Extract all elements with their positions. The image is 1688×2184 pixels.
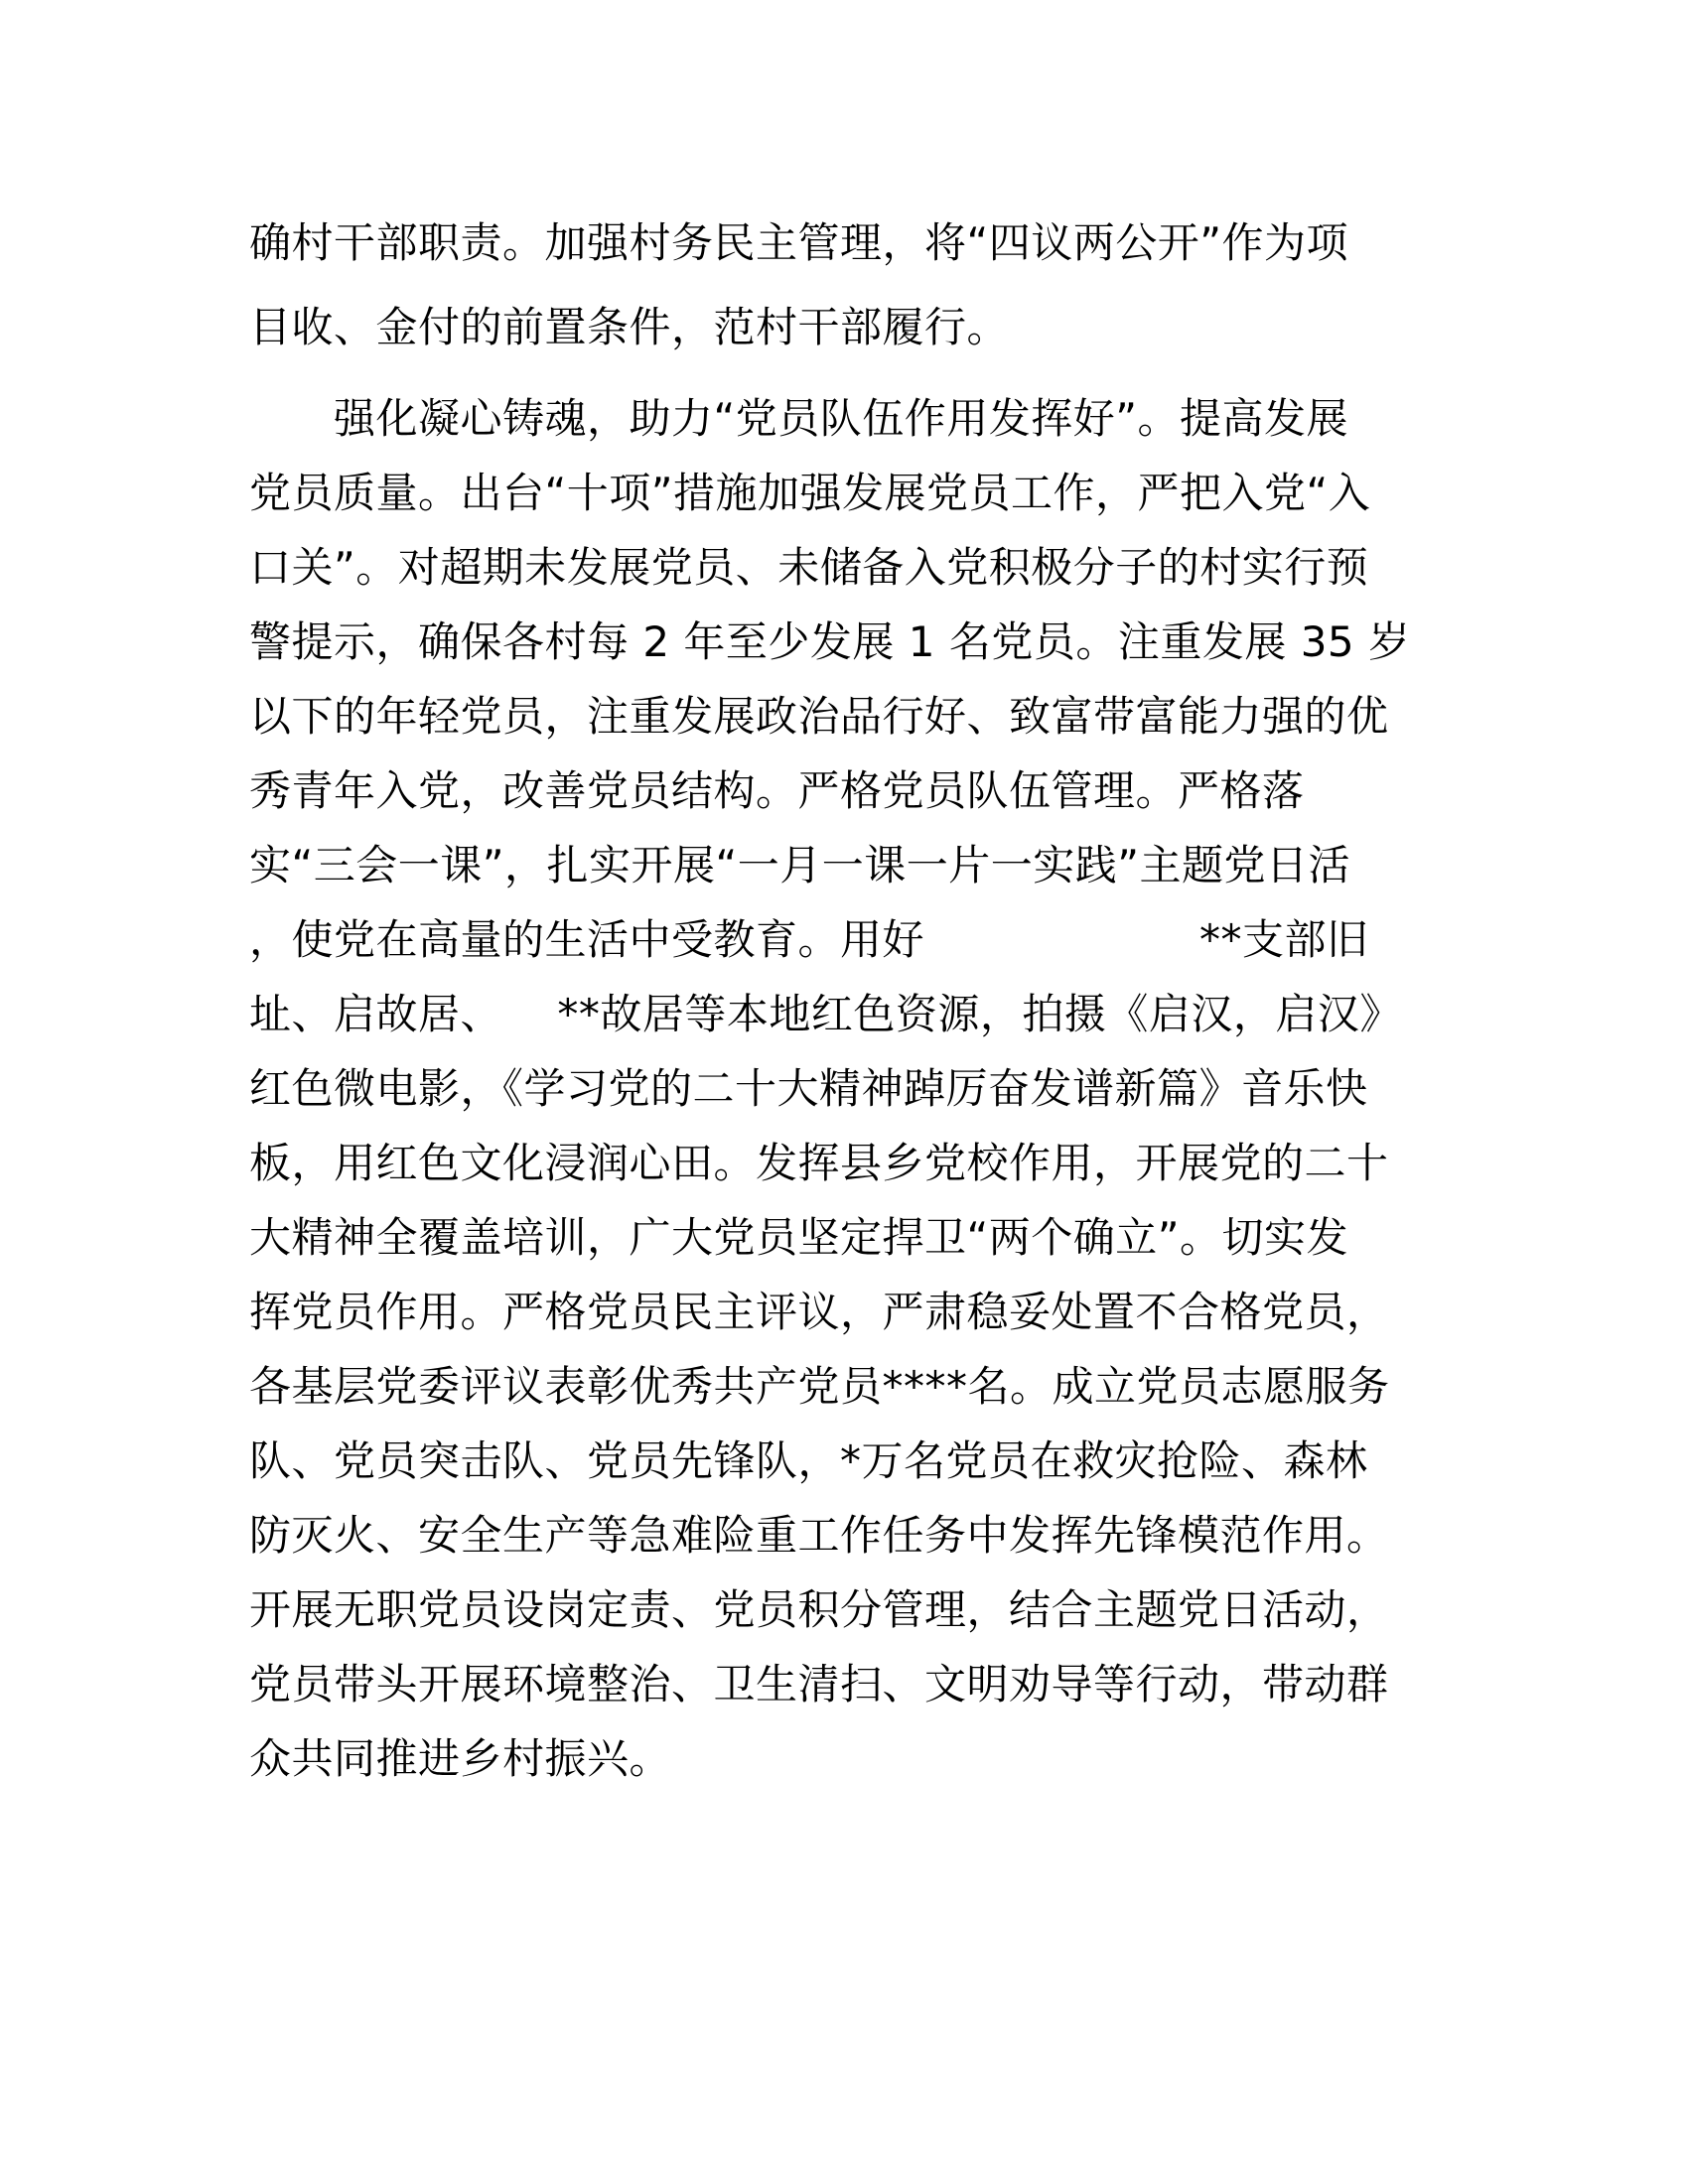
text-line-19: 开展无职党员设岗定责、党员积分管理，结合主题党日活动， bbox=[249, 1585, 1389, 1634]
text-line-7: 以下的年轻党员，注重发展政治品行好、致富带富能力强的优 bbox=[249, 692, 1389, 741]
text-line-17: 队、党员突击队、党员先锋队，*万名党员在救灾抢险、森林 bbox=[249, 1436, 1368, 1485]
text-line-1: 确村干部职责。加强村务民主管理，将“四议两公开”作为项 bbox=[249, 218, 1349, 267]
text-line-14: 大精神全覆盖培训，广大党员坚定捍卫“两个确立”。切实发 bbox=[249, 1213, 1349, 1262]
text-line-16: 各基层党委评议表彰优秀共产党员****名。成立党员志愿服务 bbox=[249, 1362, 1390, 1411]
text-line-5: 口关”。对超期未发展党员、未储备入党积极分子的村实行预 bbox=[249, 543, 1369, 592]
text-line-20: 党员带头开展环境整治、卫生清扫、文明劝导等行动，带动群 bbox=[249, 1660, 1389, 1708]
text-line-10: ，使党在高量的生活中受教育。用好 **支部旧 bbox=[249, 915, 1369, 964]
text-line-21: 众共同推进乡村振兴。 bbox=[249, 1734, 672, 1783]
text-line-18: 防灭火、安全生产等急难险重工作任务中发挥先锋模范作用。 bbox=[249, 1511, 1389, 1560]
text-line-9: 实“三会一课”，扎实开展“一月一课一片一实践”主题党日活 bbox=[249, 841, 1351, 889]
text-line-12: 红色微电影，《学习党的二十大精神踔厉奋发谱新篇》音乐快 bbox=[249, 1064, 1368, 1113]
text-line-15: 挥党员作用。严格党员民主评议，严肃稳妥处置不合格党员， bbox=[249, 1288, 1389, 1336]
text-line-3: 强化凝心铸魂，助力“党员队伍作用发挥好”。提高发展 bbox=[249, 394, 1349, 443]
text-line-11: 址、启故居、 **故居等本地红色资源，拍摄《启汉，启汉》 bbox=[249, 990, 1402, 1038]
text-line-2: 目收、金付的前置条件，范村干部履行。 bbox=[249, 303, 1010, 351]
text-line-13: 板，用红色文化浸润心田。发挥县乡党校作用，开展党的二十 bbox=[249, 1139, 1389, 1187]
text-line-4: 党员质量。出台“十项”措施加强发展党员工作，严把入党“入 bbox=[249, 469, 1371, 517]
text-line-8: 秀青年入党，改善党员结构。严格党员队伍管理。严格落 bbox=[249, 766, 1305, 815]
text-line-6: 警提示，确保各村每 2 年至少发展 1 名党员。注重发展 35 岁 bbox=[249, 617, 1411, 666]
